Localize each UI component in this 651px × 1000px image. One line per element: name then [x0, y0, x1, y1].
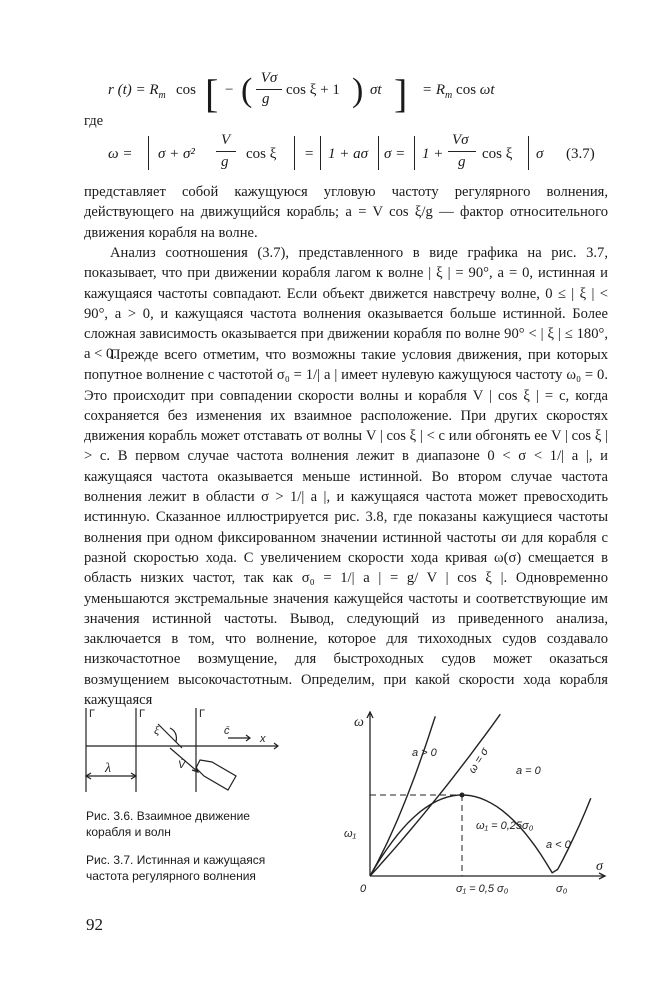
- v-label: V̄: [178, 759, 186, 771]
- c-label: c̄: [224, 725, 230, 737]
- a-positive-label: a > 0: [412, 747, 437, 759]
- equation-1: r $(t) = R_m$ cos [ − ( Vσ g cos ξ + 1 ) σt ] = $R_m$ cos ωt: [108, 70, 495, 116]
- ship-heading-line: [158, 724, 182, 748]
- figure-3-7-caption: Рис. 3.7. Истинная и кажущаяся частота регулярного волнения: [86, 853, 266, 883]
- where-label: где: [84, 113, 104, 129]
- gamma-label-1: Г: [89, 708, 95, 720]
- paragraph-2: Анализ соотношения (3.7), представленного в виде графика на рис. 3.7, показывает, что при движении корабля лагом к волне | ξ | = 90°, a = 0, истинная и кажущаяся частоты совпадают. Если объект движется навстречу волне, 0 ≤ | ξ | < 90°, a > 0, и кажущаяся частота волнения оказывается больше истинной. Более сложная зависимость оказывается при движении корабля по волне 90° < | ξ | ≤ 180°, a < 0.: [84, 245, 608, 363]
- a-zero-label: a = 0: [516, 765, 541, 777]
- figure-3-6-caption: Рис. 3.6. Взаимное движение корабля и волн: [86, 809, 250, 839]
- equation-2: ω = σ + σ² V g cos ξ = 1 + aσ σ = 1 + Vσ g cos ξ σ (3.7): [108, 132, 595, 170]
- lambda-label: λ: [105, 761, 112, 776]
- page-number: 92: [86, 915, 103, 934]
- omega1-label: ω₁: [344, 828, 357, 840]
- paragraph-3: Прежде всего отметим, что возможны такие условия движения, при которых попутное волнение с частотой σ₀ = 1/| a | имеет нулевую кажущуюся частоту ω₀ = 0. Это происходит при совпадении скорости волны и корабля V | cos ξ | = c, когда сохраняется без изменения их взаимное расположение. При других скоростях движения корабль может отставать от волны V | cos ξ | < c или обгонять ее V | cos ξ | > c. В первом случае частота волнения лежит в диапазоне 0 < σ < 1/| a |, и кажущаяся частота оказывается меньше истинной. Во втором случае частота волнения лежит в области σ > 1/| a |, и кажущаяся частота может превосходить истинную. Сказанное иллюстрируется рис. 3.8, где показаны кажущиеся частоты волнения при одном фиксированном значении истинной частоты σи для корабля с разной скоростью хода. С увеличением скорости хода кривая ω(σ) смещается в область низких частот, так как σ₀ = 1/| a | = g/ V | cos ξ |. Одновременно уменьшаются экстремальные значения кажущейся частоты и соответствующие им значения истинной частоты. Вывод, следующий из приведенного анализа, заключается в том, что волнение, которое для тихоходных судов создавало низкочастотное возмущение, для быстроходных судов может оказаться возмущением высокочастотным. Определим, при какой скорости хода корабля кажущаяся: [84, 347, 608, 709]
- figure-3-7: [340, 700, 615, 900]
- a-negative-label: a < 0: [546, 839, 571, 851]
- sigma0-label: σ₀: [556, 883, 568, 895]
- omega-eq-sigma-label: ω = σ: [466, 745, 492, 776]
- sigma1-label: σ₁ = 0,5 σ₀: [456, 883, 509, 895]
- gamma-label-2: Г: [139, 708, 145, 720]
- omega1-value-label: ω₁ = 0,25σ₀: [476, 820, 534, 832]
- gamma-label-3: Г: [199, 708, 205, 720]
- ship-icon: [196, 760, 236, 790]
- paragraph-1: представляет собой кажущуюся угловую частоту регулярного волнения, действующего на движущийся корабль; a = V cos ξ/g — фактор относительного движения корабля на волне.: [84, 184, 608, 241]
- peak-point: [460, 793, 465, 798]
- omega-axis-label: ω: [354, 715, 364, 730]
- series-line-a-0: [370, 716, 435, 876]
- equation-number: (3.7): [566, 146, 595, 162]
- sigma-axis-label: σ: [596, 859, 603, 874]
- xi-label: ξ: [154, 723, 160, 737]
- figure-3-6: [78, 700, 300, 800]
- x-label: x: [260, 733, 266, 745]
- origin-label: 0: [360, 883, 367, 895]
